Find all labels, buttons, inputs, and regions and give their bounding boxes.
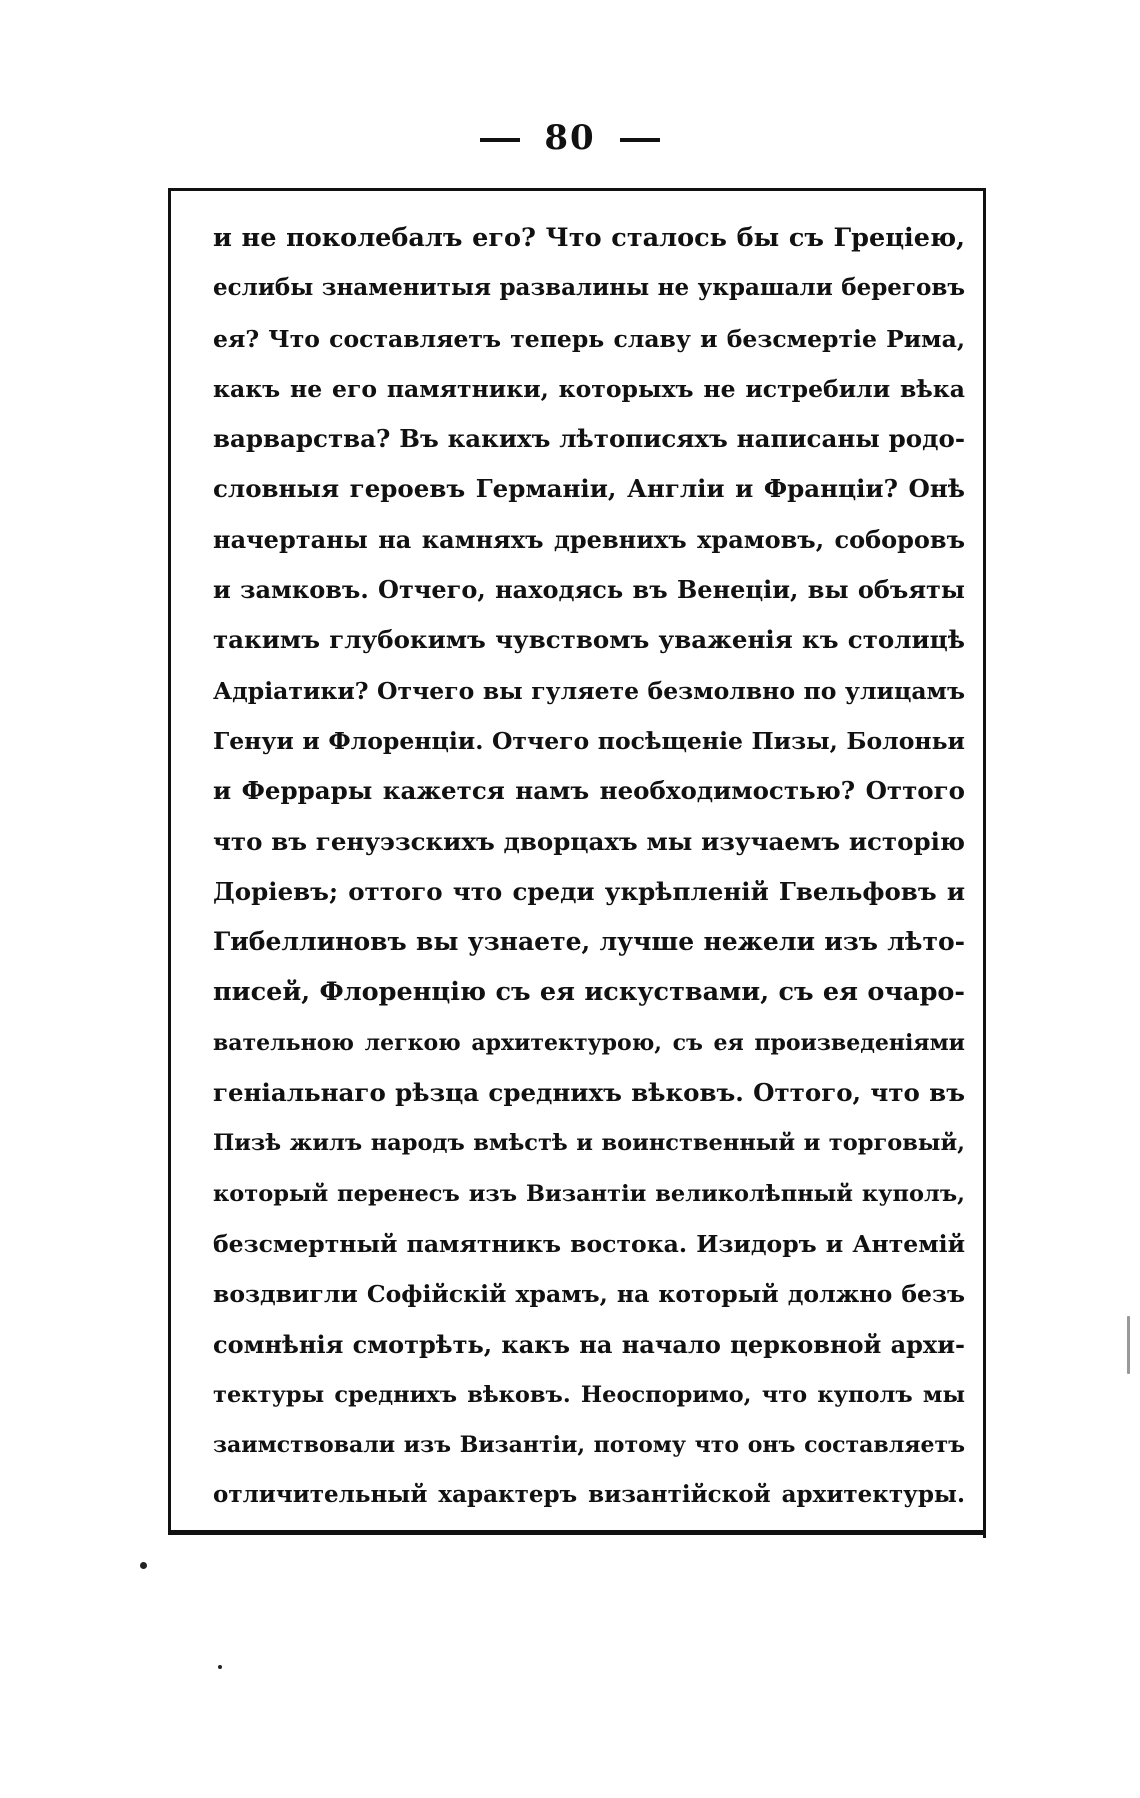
body-line: геніальнаго рѣзца среднихъ вѣковъ. Оттого, что въ <box>213 1078 965 1108</box>
body-line: начертаны на камняхъ древнихъ храмовъ, соборовъ <box>213 524 965 554</box>
body-line: словныя героевъ Германіи, Англіи и Франціи? Онѣ <box>213 474 965 504</box>
page-number-dash-left <box>480 138 520 142</box>
body-line: что въ генуэзскихъ дворцахъ мы изучаемъ исторію <box>213 826 965 856</box>
body-line: тектуры среднихъ вѣковъ. Неоспоримо, что куполъ мы <box>213 1381 965 1408</box>
ink-speck <box>1127 1316 1130 1374</box>
body-line: сомнѣнія смотрѣть, какъ на начало церковной архи- <box>213 1329 965 1359</box>
text-frame-shadow <box>983 196 986 1538</box>
body-line: отличительный характеръ византійской архитектуры. <box>213 1481 965 1509</box>
body-line: и Феррары кажется намъ необходимостью? Оттого <box>213 776 965 806</box>
body-line: Доріевъ; оттого что среди укрѣпленій Гвельфовъ и <box>213 876 965 906</box>
body-line: Генуи и Флоренціи. Отчего посѣщеніе Пизы, Болоньи <box>213 726 965 755</box>
body-line: какъ не его памятники, которыхъ не истребили вѣка <box>213 374 965 403</box>
page-number-dash-right <box>620 138 660 142</box>
body-line: воздвигли Софійскій храмъ, на который должно безъ <box>213 1280 965 1309</box>
ink-speck <box>140 1562 147 1569</box>
body-text <box>213 213 965 1521</box>
body-line: варварства? Въ какихъ лѣтописяхъ написаны родо- <box>213 424 965 454</box>
body-line: писей, Флоренцію съ ея искуствами, съ ея очаро- <box>213 977 965 1008</box>
body-line: Пизѣ жилъ народъ вмѣстѣ и воинственный и торговый, <box>213 1130 965 1157</box>
body-line: безсмертный памятникъ востока. Изидоръ и Антемій <box>213 1229 965 1258</box>
body-line: Адріатики? Отчего вы гуляете безмолвно по улицамъ <box>213 676 965 705</box>
page-number <box>0 118 1140 158</box>
body-line: ея? Что составляетъ теперь славу и безсмертіе Рима, <box>213 324 965 353</box>
body-line: который перенесъ изъ Византіи великолѣпный куполъ, <box>213 1180 965 1207</box>
body-line: заимствовали изъ Византіи, потому что онъ составляетъ <box>213 1432 965 1459</box>
body-line: еслибы знаменитыя развалины не украшали береговъ <box>213 274 965 302</box>
body-line: такимъ глубокимъ чувствомъ уваженія къ столицѣ <box>213 625 965 655</box>
page-number-text: 80 <box>544 118 596 158</box>
body-line: и не поколебалъ его? Что сталось бы съ Греціею, <box>213 223 965 253</box>
body-line: Гибеллиновъ вы узнаете, лучше нежели изъ лѣто- <box>213 927 965 957</box>
body-line: и замковъ. Отчего, находясь въ Венеціи, вы объяты <box>213 575 965 605</box>
body-line: вательною легкою архитектурою, съ ея произведеніями <box>213 1029 965 1056</box>
ink-speck <box>218 1665 222 1669</box>
